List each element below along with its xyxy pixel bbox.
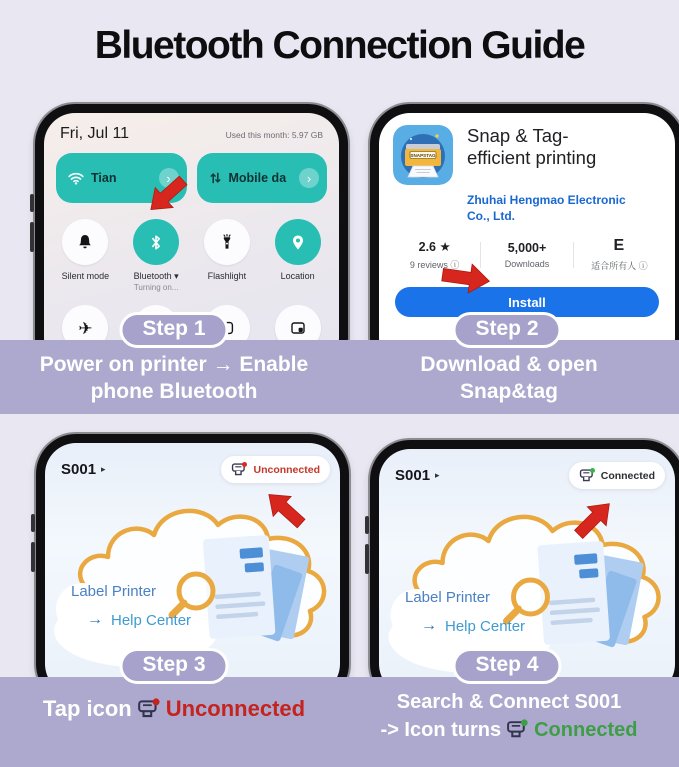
toggle-label: Flashlight — [207, 271, 247, 281]
bell-icon — [76, 233, 94, 251]
airplane-icon: ✈ — [78, 318, 93, 338]
printer-status-pill[interactable] — [221, 456, 330, 483]
chevron-right-icon[interactable]: › — [299, 168, 319, 188]
help-center-link[interactable] — [87, 611, 191, 629]
connection-status: Connected — [600, 469, 655, 482]
device-selector[interactable] — [395, 467, 440, 484]
label-printer-title: Label Printer — [405, 589, 491, 606]
step-3-badge: Step 3 — [119, 648, 228, 684]
mobile-data-icon — [209, 171, 222, 185]
device-selector[interactable] — [61, 461, 106, 478]
install-button[interactable]: Install — [395, 287, 659, 317]
step-4-caption: Search & Connect S001 -> Icon turns Connected — [380, 691, 638, 741]
wifi-icon — [68, 172, 84, 185]
step-2-caption: Download & open Snap&tag — [420, 353, 598, 404]
caret-down-icon: ▾ — [174, 271, 179, 281]
unconnected-status-text: Unconnected — [165, 696, 306, 721]
red-arrow-icon — [439, 258, 493, 299]
flashlight-icon — [220, 234, 234, 251]
wifi-name: Tian — [91, 171, 117, 185]
step-4-badge: Step 4 — [452, 648, 561, 684]
side-button — [365, 516, 369, 534]
app-stats-row — [389, 237, 665, 272]
mobile-data-tile[interactable] — [197, 153, 328, 203]
device-name: S001 — [395, 467, 431, 484]
step-1-badge: Step 1 — [119, 312, 228, 348]
content-rating-value: E — [613, 237, 626, 255]
printer-unconnected-icon — [137, 697, 161, 721]
connectivity-tiles — [44, 153, 339, 203]
help-center-link[interactable] — [421, 617, 525, 635]
downloads-stat — [481, 241, 572, 269]
toggle-label: Silent mode — [61, 271, 110, 281]
rating-value: 2.6 ★ — [418, 239, 451, 254]
screen-cast-icon — [290, 320, 306, 336]
help-center-label: Help Center — [445, 617, 526, 635]
step-2-badge: Step 2 — [452, 312, 561, 348]
date-label: Fri, Jul 11 — [60, 125, 130, 142]
toggle-location[interactable] — [267, 219, 329, 292]
bluetooth-state-label: Turning on... — [133, 283, 179, 292]
content-rating-stat[interactable] — [574, 237, 665, 272]
side-button — [30, 194, 34, 212]
step-3-caption: Tap icon Unconnected — [42, 696, 306, 721]
label-printer-title: Label Printer — [71, 583, 157, 600]
app-icon-label: SNAPSTAG — [410, 152, 436, 158]
quick-toggles-row-1 — [44, 219, 339, 292]
page-title: Bluetooth Connection Guide — [94, 24, 585, 67]
toggle-label: Bluetooth ▾ — [133, 271, 179, 281]
location-pin-icon — [291, 234, 305, 251]
side-button — [31, 514, 35, 532]
printer-connected-icon — [506, 718, 529, 741]
status-bar — [44, 113, 339, 143]
printer-status-pill[interactable] — [569, 462, 665, 489]
side-button — [365, 544, 369, 574]
downloads-label: Downloads — [504, 258, 550, 269]
side-button — [30, 222, 34, 252]
toggle-flashlight[interactable] — [196, 219, 258, 292]
bluetooth-icon — [149, 234, 163, 251]
content-rating-label: 适合所有人 ⓘ — [591, 261, 648, 272]
downloads-value: 5,000+ — [507, 240, 547, 255]
help-center-label: Help Center — [111, 611, 192, 629]
mobile-data-name: Mobile da — [228, 171, 287, 185]
caret-right-icon: ▸ — [435, 470, 440, 480]
printer-connected-icon — [579, 467, 596, 484]
arrow-right-icon: → — [87, 611, 103, 628]
side-button — [31, 542, 35, 572]
caret-right-icon: ▸ — [101, 464, 106, 474]
snapstag-app-icon — [393, 125, 453, 185]
step-1-caption: Power on printer → Enable phone Bluetooth — [39, 353, 309, 404]
arrow-right-icon: → — [421, 617, 437, 634]
data-usage-label: Used this month: 5.97 GB — [225, 130, 323, 140]
toggle-silent-mode[interactable] — [54, 219, 116, 292]
toggle-label: Location — [280, 271, 315, 281]
connected-status-text: Connected — [534, 719, 638, 741]
app-developer-link[interactable]: Zhuhai Hengmao Electronic Co., Ltd. — [467, 193, 626, 223]
chevron-right-icon[interactable]: › — [159, 168, 179, 188]
rating-label: 9 reviews ⓘ — [409, 259, 460, 270]
device-name: S001 — [61, 461, 97, 478]
printer-unconnected-icon — [231, 461, 248, 478]
app-title: Snap & Tag-efficient printing — [467, 125, 597, 169]
connection-status: Unconnected — [253, 463, 320, 476]
toggle-bluetooth[interactable] — [125, 219, 187, 292]
